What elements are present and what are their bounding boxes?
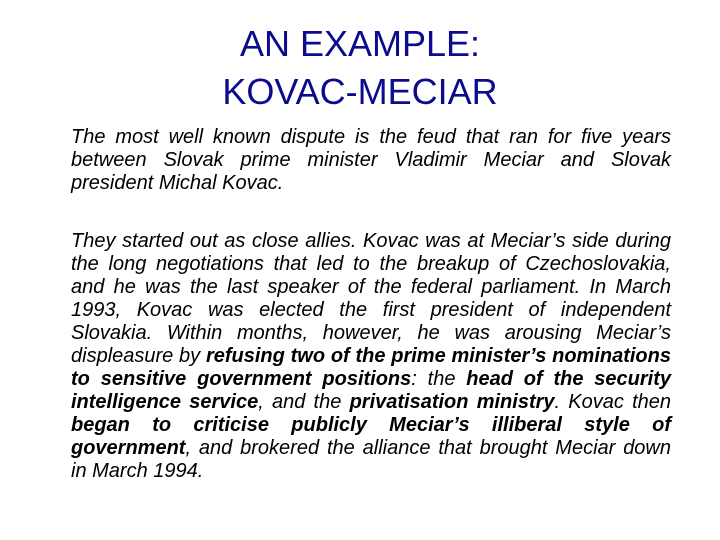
paragraph-details bbox=[71, 230, 671, 483]
text-run: : the bbox=[411, 368, 467, 390]
slide-title bbox=[0, 20, 720, 116]
emphasis-criticism: began to criticise publicly Meciar’s illiberal style of government bbox=[71, 414, 671, 459]
slide-title-line-2: KOVAC-MECIAR bbox=[222, 71, 498, 112]
slide-body bbox=[71, 126, 671, 483]
slide-title-line-1: AN EXAMPLE: bbox=[239, 23, 481, 64]
text-run: . Kovac then bbox=[554, 391, 672, 413]
text-run: , and the bbox=[258, 391, 350, 413]
emphasis-security-service: head of the security intelligence service bbox=[71, 368, 671, 413]
emphasis-nominations: refusing two of the prime minister’s nominations to sensitive government positions bbox=[71, 345, 671, 390]
paragraph-intro: The most well known dispute is the feud that ran for five years between Slovak prime minister Vladimir Meciar and Slovak president Michal Kovac. bbox=[71, 126, 671, 194]
text-run: They started out as close allies. Kovac was at Meciar’s side during the long negotiations that led to the breakup of Czechoslovakia, and he was the last speaker of the federal parliament. In March 1993, Kovac was elected the first president of independent Slovakia. Within months, however, he was arousing Meciar’s displeasure by bbox=[71, 230, 671, 367]
text-run: , and brokered the alliance that brought Meciar down in March 1994. bbox=[71, 437, 671, 482]
emphasis-privatisation-ministry: privatisation ministry bbox=[349, 391, 555, 413]
